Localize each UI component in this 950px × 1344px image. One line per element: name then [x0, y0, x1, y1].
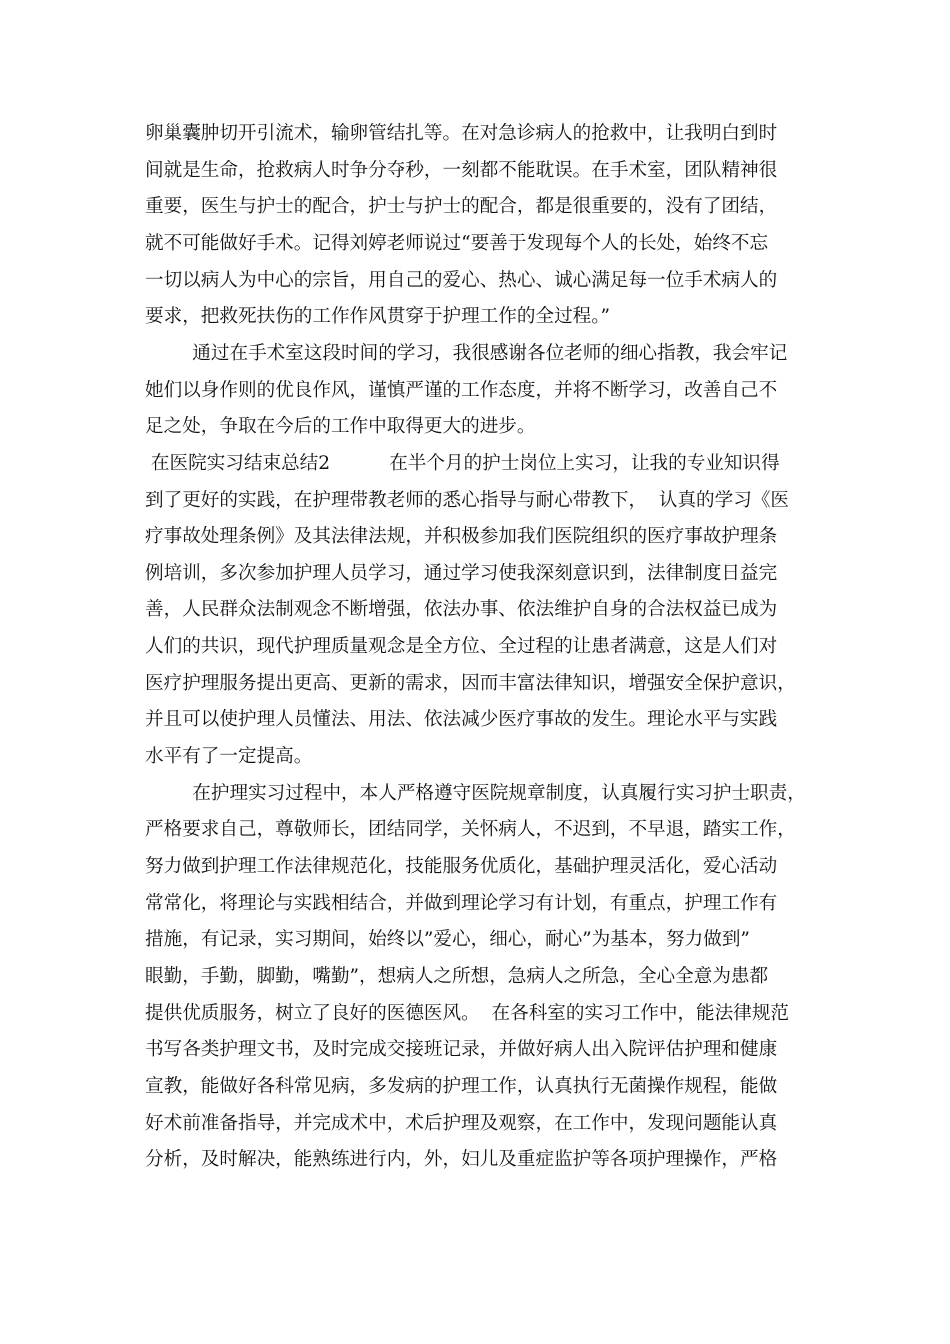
text-line: 努力做到护理工作法律规范化，技能服务优质化，基础护理灵活化，爱心活动	[145, 856, 778, 877]
text-line: 眼勤，手勤，脚勤，嘴勤”，想病人之所想，急病人之所急，全心全意为患都	[145, 966, 769, 987]
text-line: 在医院实习结束总结2 在半个月的护士岗位上实习，让我的专业知识得	[145, 453, 780, 474]
text-line: 好术前准备指导，并完成术中，术后护理及观察，在工作中，发现问题能认真	[145, 1113, 778, 1134]
text-line: 书写各类护理文书，及时完成交接班记录，并做好病人出入院评估护理和健康	[145, 1039, 778, 1060]
text-line: 善，人民群众法制观念不断增强，依法办事、依法维护自身的合法权益已成为	[145, 599, 778, 620]
text-line: 措施，有记录，实习期间，始终以”爱心，细心，耐心”为基本，努力做到”	[145, 929, 750, 950]
text-line: 常常化，将理论与实践相结合，并做到理论学习有计划，有重点，护理工作有	[145, 893, 778, 914]
text-line: 足之处，争取在今后的工作中取得更大的进步。	[145, 416, 536, 437]
text-line: 她们以身作则的优良作风，谨慎严谨的工作态度，并将不断学习，改善自己不	[145, 380, 778, 401]
text-line: 提供优质服务，树立了良好的医德医风。 在各科室的实习工作中，能法律规范	[145, 1003, 790, 1024]
text-line: 例培训，多次参加护理人员学习，通过学习使我深刻意识到，法律制度日益完	[145, 563, 778, 584]
text-line: 严格要求自己，尊敬师长，团结同学，关怀病人，不迟到，不早退，踏实工作，	[145, 819, 796, 840]
text-line: 就不可能做好手术。记得刘婷老师说过“要善于发现每个人的长处，始终不忘	[145, 233, 769, 254]
text-line: 医疗护理服务提出更高、更新的需求，因而丰富法律知识，增强安全保护意识，	[145, 673, 796, 694]
text-line: 在护理实习过程中，本人严格遵守医院规章制度，认真履行实习护士职责，	[145, 783, 806, 804]
text-line: 到了更好的实践，在护理带教老师的悉心指导与耐心带教下， 认真的学习《医	[145, 490, 790, 511]
text-line: 一切以病人为中心的宗旨，用自己的爱心、热心、诚心满足每一位手术病人的	[145, 270, 778, 291]
text-line: 通过在手术室这段时间的学习，我很感谢各位老师的细心指教，我会牢记	[145, 343, 788, 364]
text-line: 水平有了一定提高。	[145, 746, 313, 767]
text-line: 疗事故处理条例》及其法律法规，并积极参加我们医院组织的医疗事故护理条	[145, 526, 778, 547]
text-line: 重要，医生与护士的配合，护士与护士的配合，都是很重要的，没有了团结，	[145, 196, 778, 217]
text-line: 要求，把救死扶伤的工作作风贯穿于护理工作的全过程。”	[145, 306, 611, 327]
text-line: 宣教，能做好各科常见病，多发病的护理工作，认真执行无菌操作规程，能做	[145, 1076, 778, 1097]
text-line: 卵巢囊肿切开引流术，输卵管结扎等。在对急诊病人的抢救中，让我明白到时	[145, 123, 778, 144]
text-line: 间就是生命，抢救病人时争分夺秒，一刻都不能耽误。在手术室，团队精神很	[145, 160, 778, 181]
text-line: 分析，及时解决，能熟练进行内，外，妇儿及重症监护等各项护理操作，严格	[145, 1149, 778, 1170]
text-line: 并且可以使护理人员懂法、用法、依法减少医疗事故的发生。理论水平与实践	[145, 709, 778, 730]
text-line: 人们的共识，现代护理质量观念是全方位、全过程的让患者满意，这是人们对	[145, 636, 778, 657]
